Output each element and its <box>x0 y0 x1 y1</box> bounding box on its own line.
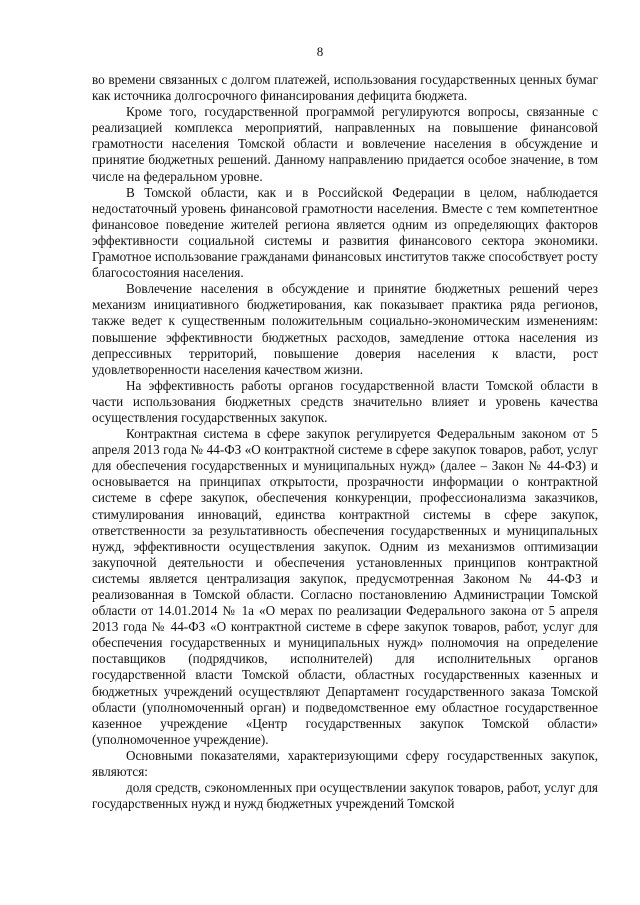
document-body <box>92 72 598 812</box>
paragraph: Кроме того, государственной программой регулируются вопросы, связанные с реализацией комплекса мероприятий, направленных на повышение финансовой грамотности населения Томской области и вовлечение населения в обсуждение и принятие бюджетных решений. Данному направлению придается особое значение, в том числе на федеральном уровне. <box>92 104 598 184</box>
paragraph: Контрактная система в сфере закупок регулируется Федеральным законом от 5 апреля 2013 года № 44-ФЗ «О контрактной системе в сфере закупок товаров, работ, услуг для обеспечения государственных и муниципальных нужд» (далее – Закон № 44-ФЗ) и основывается на принципах открытости, прозрачности информации о контрактной системе в сфере закупок, обеспечения конкуренции, профессионализма заказчиков, стимулирования инноваций, единства контрактной системы в сфере закупок, ответственности за результативность обеспечения государственных и муниципальных нужд, эффективности осуществления закупок. Одним из механизмов оптимизации закупочной деятельности и обеспечения установленных принципов контрактной системы является централизация закупок, предусмотренная Законом № 44-ФЗ и реализованная в Томской области. Согласно постановлению Администрации Томской области от 14.01.2014 № 1а «О мерах по реализации Федерального закона от 5 апреля 2013 года № 44-ФЗ «О контрактной системе в сфере закупок товаров, работ, услуг для обеспечения государственных и муниципальных нужд» полномочия на определение поставщиков (подрядчиков, исполнителей) для исполнительных органов государственной власти Томской области, областных государственных казенных и бюджетных учреждений осуществляют Департамент государственного заказа Томской области (уполномоченный орган) и подведомственное ему областное государственное казенное учреждение «Центр государственных закупок Томской области» (уполномоченное учреждение). <box>92 426 598 747</box>
paragraph: доля средств, сэкономленных при осуществлении закупок товаров, работ, услуг для государственных нужд и нужд бюджетных учреждений Томской <box>92 780 598 812</box>
paragraph: На эффективность работы органов государственной власти Томской области в части использования бюджетных средств значительно влияет и уровень качества осуществления государственных закупок. <box>92 377 598 425</box>
paragraph: В Томской области, как и в Российской Федерации в целом, наблюдается недостаточный уровень финансовой грамотности населения. Вместе с тем компетентное финансовое поведение жителей региона является одним из определяющих факторов эффективности социальной системы и развития финансового сектора экономики. Грамотное использование гражданами финансовых институтов также способствует росту благосостояния населения. <box>92 184 598 281</box>
paragraph: Вовлечение населения в обсуждение и принятие бюджетных решений через механизм инициативного бюджетирования, как показывает практика ряда регионов, также ведет к существенным положительным социально-экономическим изменениям: повышение эффективности бюджетных расходов, замедление оттока населения из депрессивных территорий, повышение доверия населения к власти, рост удовлетворенности населения качеством жизни. <box>92 281 598 377</box>
paragraph: во времени связанных с долгом платежей, использования государственных ценных бумаг как источника долгосрочного финансирования дефицита бюджета. <box>92 72 598 104</box>
page-number: 8 <box>316 44 324 59</box>
paragraph: Основными показателями, характеризующими сферу государственных закупок, являются: <box>92 747 598 780</box>
